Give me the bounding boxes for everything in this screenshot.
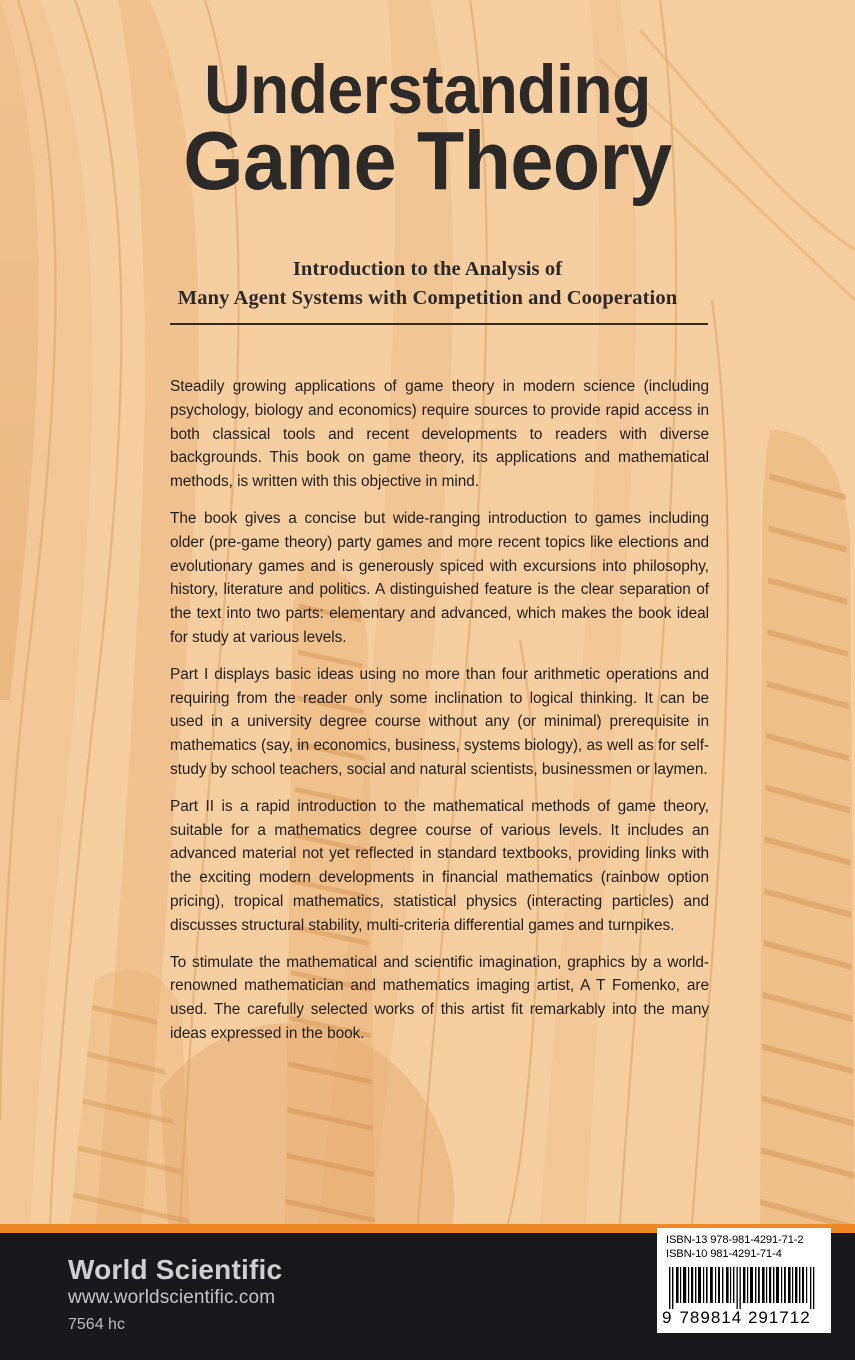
blurb-paragraph: The book gives a concise but wide-ranging introduction to games including older (pre-game theory) party games and more recent topics like elections and evolutionary games and is generously spiced with excursions into philosophy, history, literature and politics. A distinguished feature is the clear separation of the text into two parts: elementary and advanced, which makes the book ideal for study at various levels. <box>170 509 709 646</box>
ean13-digits <box>662 1308 826 1328</box>
blurb-paragraph: Part I displays basic ideas using no more than four arithmetic operations and requiring from the reader only some inclination to logical thinking. It can be used in a university degree course without any (or minimal) prerequisite in mathematics (say, in economics, business, systems biology), as well as for self-study by school teachers, social and natural scientists, businessmen or laymen. <box>170 665 709 778</box>
product-code: 7564 hc <box>68 1316 125 1334</box>
ean-group-1: 789814 <box>679 1308 743 1327</box>
subtitle-line-2: Many Agent Systems with Competition and Cooperation <box>177 287 678 310</box>
title-line-1: Understanding <box>204 51 651 128</box>
ean-lead-digit: 9 <box>662 1308 673 1327</box>
publisher-name: World Scientific <box>68 1254 283 1285</box>
back-cover-blurb <box>170 375 709 1046</box>
blurb-paragraph: To stimulate the mathematical and scientific imagination, graphics by a world-renowned mathematician and mathematics imaging artist, A T Fomenko, are used. The carefully selected works of this artist fit remarkably into the many ideas expressed in the book. <box>170 953 709 1042</box>
isbn-10-text: ISBN-10 981-4291-71-4 <box>666 1248 782 1261</box>
publisher-info <box>68 1255 282 1336</box>
subtitle-line-1: Introduction to the Analysis of <box>292 258 563 280</box>
book-subtitle <box>0 255 855 313</box>
ean13-barcode-icon <box>669 1267 819 1309</box>
subtitle-divider-rule <box>170 323 708 325</box>
ean-group-2: 291712 <box>747 1308 811 1327</box>
isbn-13-text: ISBN-13 978-981-4291-71-2 <box>666 1234 804 1246</box>
publisher-website-url[interactable]: www.worldscientific.com <box>68 1287 276 1309</box>
isbn-barcode-panel <box>657 1228 831 1333</box>
title-line-2: Game Theory <box>183 114 672 208</box>
book-title <box>0 51 855 208</box>
blurb-paragraph: Steadily growing applications of game theory in modern science (including psychology, biology and economics) require sources to provide rapid access in both classical tools and recent developments to readers with diverse backgrounds. This book on game theory, its applications and mathematical methods, is written with this objective in mind. <box>170 378 709 491</box>
blurb-paragraph: Part II is a rapid introduction to the mathematical methods of game theory, suitable for a mathematics degree course of various levels. It includes an advanced material not yet reflected in standard textbooks, providing links with the exciting modern developments in financial mathematics (rainbow option pricing), tropical mathematics, statistical physics (interacting particles) and discusses structural stability, multi-criteria differential games and turnpikes. <box>170 797 709 934</box>
